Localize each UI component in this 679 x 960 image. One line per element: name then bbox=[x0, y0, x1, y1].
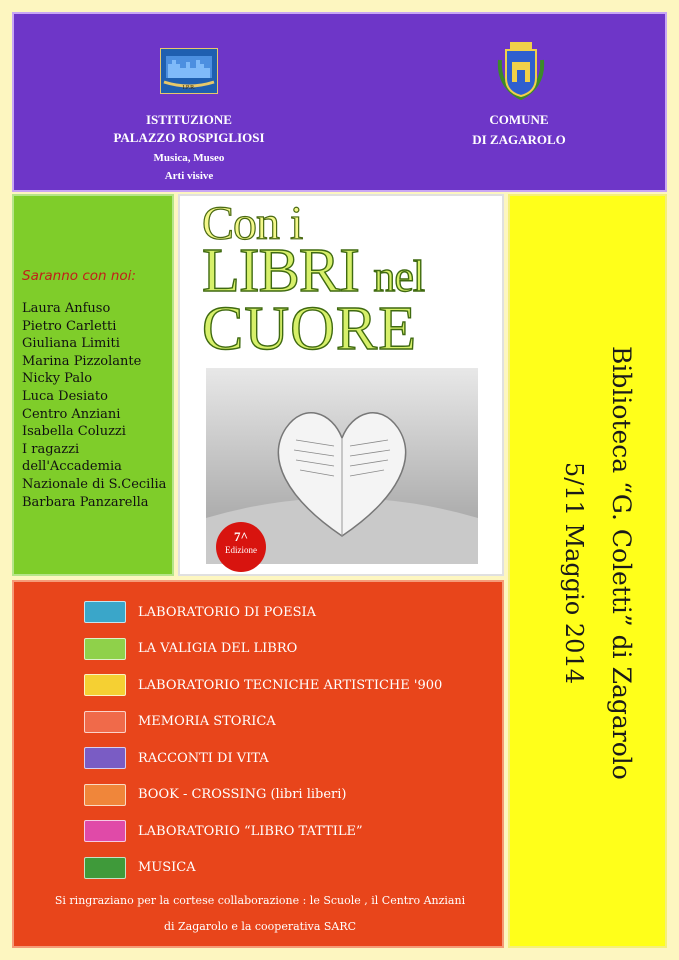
istituzione-line2: PALAZZO ROSPIGLIOSI bbox=[113, 130, 265, 145]
guest-name: Giuliana Limiti bbox=[22, 336, 120, 352]
activity-item bbox=[84, 631, 442, 668]
guest-name: Laura Anfuso bbox=[22, 301, 111, 316]
activity-label: MEMORIA STORICA bbox=[138, 714, 276, 730]
venue-panel bbox=[508, 194, 667, 948]
guest-name: Marina Pizzolante bbox=[22, 353, 142, 369]
palazzo-rospigliosi-logo-icon bbox=[160, 48, 218, 94]
guests-list bbox=[22, 300, 166, 511]
activity-label: LA VALIGIA DEL LIBRO bbox=[138, 641, 298, 657]
activity-label: LABORATORIO DI POESIA bbox=[138, 604, 316, 620]
book-icon bbox=[84, 711, 126, 733]
istituzione-line1: ISTITUZIONE bbox=[146, 112, 232, 127]
book-icon bbox=[84, 857, 126, 879]
title-nel: nel bbox=[373, 252, 425, 301]
guest-name: Nazionale di S.Cecilia bbox=[22, 476, 167, 492]
activity-item bbox=[84, 740, 442, 777]
book-icon bbox=[84, 601, 126, 623]
book-icon bbox=[84, 820, 126, 842]
guests-heading: Saranno con noi: bbox=[22, 268, 136, 284]
thanks-line2: di Zagarolo e la cooperativa SARC bbox=[163, 920, 357, 933]
title-line3: CUORE bbox=[202, 295, 418, 363]
venue-library: Biblioteca “G. Coletti” di Zagarolo bbox=[607, 346, 636, 780]
activity-label: RACCONTI DI VITA bbox=[138, 750, 269, 766]
thanks-line1: Si ringraziano per la cortese collaborazione : le Scuole , il Centro Anziani bbox=[54, 894, 466, 907]
logo-text: I.P.R. bbox=[182, 85, 196, 91]
edition-badge bbox=[216, 522, 266, 572]
title-line1: Con i bbox=[202, 197, 303, 250]
guest-name: Pietro Carletti bbox=[22, 318, 117, 334]
book-icon bbox=[84, 638, 126, 660]
title-libri: LIBRI bbox=[202, 237, 359, 305]
header-panel bbox=[12, 12, 667, 192]
activities-list bbox=[84, 594, 442, 886]
guest-name: Isabella Coluzzi bbox=[22, 424, 126, 440]
activity-item bbox=[84, 667, 442, 704]
cover-panel bbox=[178, 194, 504, 576]
activity-label: LABORATORIO “LIBRO TATTILE” bbox=[138, 823, 363, 839]
istituzione-line4: Arti visive bbox=[164, 170, 214, 182]
guest-name: dell'Accademia bbox=[22, 459, 122, 475]
activity-item bbox=[84, 777, 442, 814]
guest-name: Luca Desiato bbox=[22, 388, 108, 404]
book-icon bbox=[84, 674, 126, 696]
edition-number: 7^ bbox=[233, 529, 249, 544]
activities-panel bbox=[12, 580, 504, 948]
activity-item bbox=[84, 813, 442, 850]
guest-name: Barbara Panzarella bbox=[22, 494, 149, 510]
activity-label: LABORATORIO TECNICHE ARTISTICHE '900 bbox=[138, 677, 443, 693]
book-icon bbox=[84, 784, 126, 806]
guest-name: Nicky Palo bbox=[22, 371, 93, 387]
book-icon bbox=[84, 747, 126, 769]
edition-label: Edizione bbox=[225, 545, 257, 555]
comune-line2: DI ZAGAROLO bbox=[472, 132, 566, 147]
comune-coat-of-arms-icon bbox=[496, 38, 546, 100]
activity-label: BOOK - CROSSING (libri liberi) bbox=[138, 787, 347, 803]
activity-item bbox=[84, 704, 442, 741]
activity-item bbox=[84, 594, 442, 631]
guest-name: I ragazzi bbox=[22, 441, 80, 457]
guest-name: Centro Anziani bbox=[22, 406, 121, 422]
venue-dates: 5/11 Maggio 2014 bbox=[560, 462, 588, 684]
activity-label: MUSICA bbox=[138, 860, 196, 876]
istituzione-line3: Musica, Museo bbox=[153, 152, 225, 164]
activity-item bbox=[84, 850, 442, 887]
guests-panel bbox=[12, 194, 174, 576]
comune-line1: COMUNE bbox=[489, 112, 549, 127]
